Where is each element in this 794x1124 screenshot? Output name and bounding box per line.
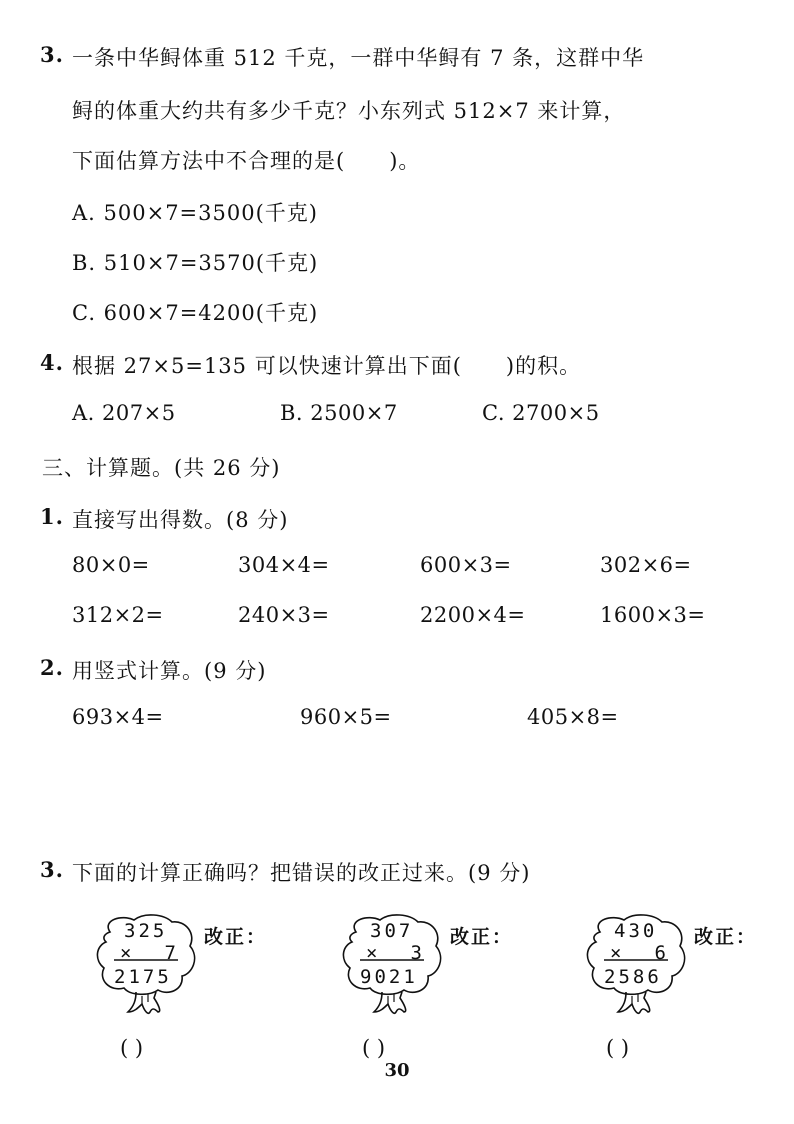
p2-item: 960×5= — [300, 705, 392, 729]
multiplier-row — [610, 942, 669, 964]
p1-item: 312×2= — [72, 603, 164, 627]
p1-item: 240×3= — [238, 603, 330, 627]
multiplier-row — [366, 942, 425, 964]
p1-item: 1600×3= — [600, 603, 706, 627]
p3-title: 下面的计算正确吗？把错误的改正过来。(9 分) — [72, 861, 531, 885]
multiplicand: 307 — [370, 920, 414, 942]
product: 2175 — [114, 966, 172, 988]
product: 9021 — [360, 966, 418, 988]
page-number: 30 — [384, 1060, 410, 1081]
multiplier: 7 — [164, 942, 179, 964]
p1-number: 1. — [40, 504, 64, 529]
q3-line3-end: )。 — [389, 149, 421, 173]
q4-text-start: 根据 27×5=135 可以快速计算出下面( — [72, 354, 462, 378]
p1-item: 2200×4= — [420, 603, 526, 627]
q3-line3 — [72, 145, 420, 175]
judgement-paren[interactable]: ( ) — [606, 1036, 630, 1060]
tree-illustration — [582, 912, 692, 1012]
q4-option-c: C. 2700×5 — [482, 401, 600, 425]
q4-option-b: B. 2500×7 — [280, 401, 398, 425]
q3-line1: 一条中华鲟体重 512 千克，一群中华鲟有 7 条，这群中华 — [72, 46, 645, 70]
judgement-paren[interactable]: ( ) — [120, 1036, 144, 1060]
q3-option-a: A. 500×7=3500(千克) — [72, 201, 318, 225]
p2-item: 405×8= — [527, 705, 619, 729]
judgement-paren[interactable]: ( ) — [362, 1036, 386, 1060]
times-sign: × — [366, 942, 381, 964]
fix-label: 改正： — [694, 926, 758, 948]
q4-text — [72, 350, 581, 380]
tree-illustration — [92, 912, 202, 1012]
fix-label: 改正： — [450, 926, 514, 948]
multiplier: 3 — [410, 942, 425, 964]
p1-item: 600×3= — [420, 553, 512, 577]
p2-number: 2. — [40, 655, 64, 680]
p2-title: 用竖式计算。(9 分) — [72, 659, 267, 683]
p1-item: 304×4= — [238, 553, 330, 577]
q4-number: 4. — [40, 350, 64, 375]
q4-option-a: A. 207×5 — [72, 401, 176, 425]
times-sign: × — [120, 942, 135, 964]
p2-item: 693×4= — [72, 705, 164, 729]
multiplicand: 325 — [124, 920, 168, 942]
section-title: 三、计算题。(共 26 分) — [42, 456, 281, 480]
tree-illustration — [338, 912, 448, 1012]
p1-title: 直接写出得数。(8 分) — [72, 508, 289, 532]
q3-number: 3. — [40, 42, 64, 67]
q4-text-end: )的积。 — [505, 354, 582, 378]
q3-option-b: B. 510×7=3570(千克) — [72, 251, 319, 275]
multiplier-row — [120, 942, 179, 964]
q3-option-c: C. 600×7=4200(千克) — [72, 301, 319, 325]
product: 2586 — [604, 966, 662, 988]
multiplicand: 430 — [614, 920, 658, 942]
p3-number: 3. — [40, 857, 64, 882]
p1-item: 302×6= — [600, 553, 692, 577]
q3-line3-text: 下面估算方法中不合理的是( — [72, 149, 346, 173]
times-sign: × — [610, 942, 625, 964]
p1-item: 80×0= — [72, 553, 150, 577]
q3-line2: 鲟的体重大约共有多少千克？小东列式 512×7 来计算， — [72, 99, 626, 123]
fix-label: 改正： — [204, 926, 268, 948]
multiplier: 6 — [654, 942, 669, 964]
